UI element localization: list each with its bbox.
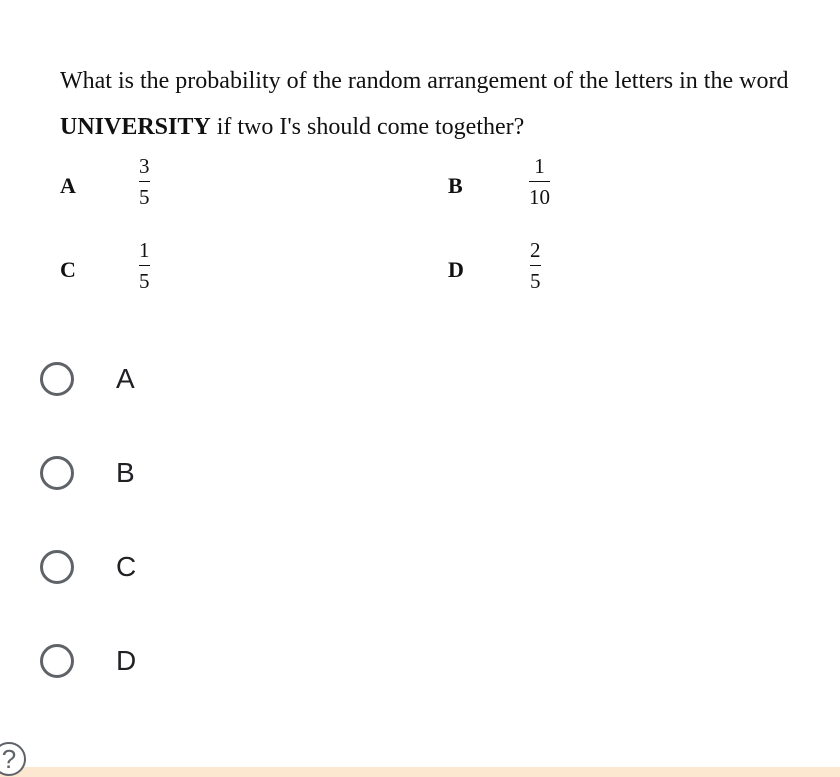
answer-label: D: [116, 645, 137, 676]
choice-d-numerator: 2: [530, 238, 541, 262]
answer-label: C: [116, 551, 137, 582]
answer-option-b[interactable]: [40, 448, 340, 498]
question-text: [60, 58, 820, 150]
radio-button[interactable]: [40, 456, 74, 490]
answer-option-c[interactable]: [40, 542, 340, 592]
choice-c-numerator: 1: [139, 238, 150, 262]
help-glyph: ?: [1, 743, 17, 774]
choice-a-letter: A: [60, 173, 76, 198]
choice-b-fraction: [529, 154, 550, 209]
answer-label: A: [116, 363, 135, 394]
bottom-banner: [0, 767, 840, 777]
question-word: UNIVERSITY: [60, 114, 211, 140]
radio-button[interactable]: [40, 362, 74, 396]
fraction-bar: [139, 265, 150, 266]
choice-b-denominator: 10: [529, 185, 550, 209]
choice-b-letter: B: [448, 173, 463, 198]
question-image: [0, 0, 840, 330]
choice-a-denominator: 5: [139, 185, 150, 209]
question-text-start: What is the probability of the random arrangement of the letters in the word: [60, 68, 789, 94]
answer-label: B: [116, 457, 135, 488]
answer-option-d[interactable]: [40, 636, 340, 686]
choice-d-letter: D: [448, 257, 464, 282]
radio-button[interactable]: [40, 550, 74, 584]
fraction-bar: [139, 181, 150, 182]
fraction-bar: [529, 181, 550, 182]
answer-option-a[interactable]: [40, 354, 340, 404]
choice-d-fraction: [530, 238, 541, 293]
question-text-end: if two I's should come together?: [210, 114, 525, 140]
radio-button[interactable]: [40, 644, 74, 678]
choice-d-denominator: 5: [530, 269, 541, 293]
choice-c-denominator: 5: [139, 269, 150, 293]
choice-a-fraction: [139, 154, 150, 209]
choice-a-numerator: 3: [139, 154, 150, 178]
choice-b-numerator: 1: [534, 154, 545, 178]
choice-c-letter: C: [60, 257, 76, 282]
choice-c-fraction: [139, 238, 150, 293]
fraction-bar: [530, 265, 541, 266]
